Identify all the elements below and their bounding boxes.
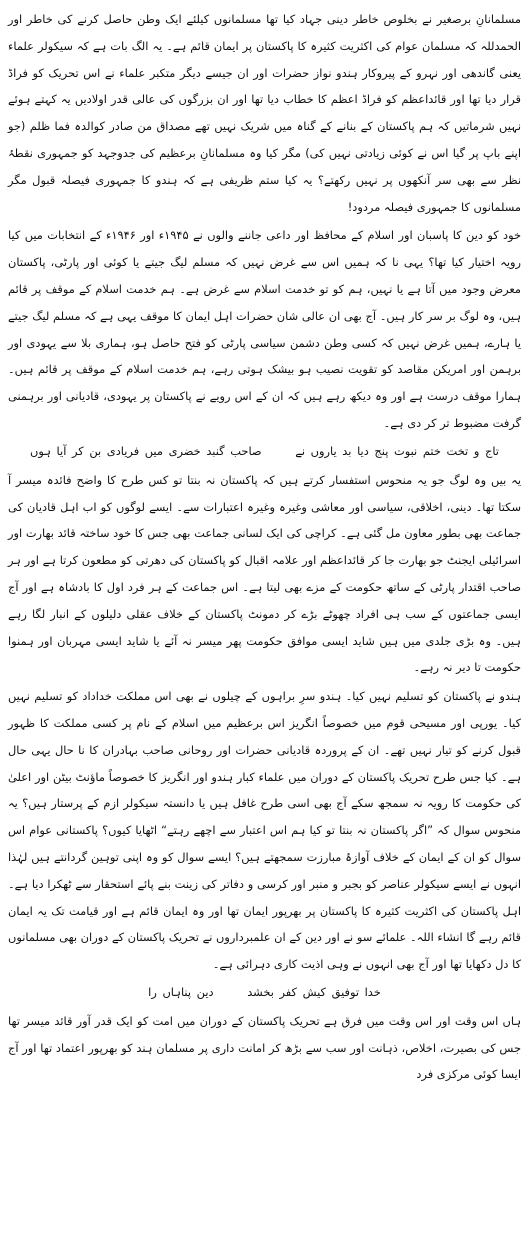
paragraph-4: ہندو نے پاکستان کو تسلیم نہیں کیا۔ ہندو سرِ براہوں کے چیلوں نے بھی اس مملکت خداداد کو تسلیم نہیں کیا۔ یورپی اور مسیحی قوم میں خصوصاً انگریز اس برعظیم میں اسلام کے نام پر کسی مملکت کا ظہور قبول کرنے کو تیار نہیں تھے۔ ان کے پروردہ قادیانی حضرات اور روحانی صاحب بہادران کا نا حال یہی حال ہے۔ کیا جس طرح تحریک پاکستان کے دوران میں علماء کبار ہندو اور انگریز کا خصوصاً ماؤنٹ بیٹن اور اعلیٰ کی حکومت کا رویہ نہ سمجھ سکے آج بھی اسی طرح غافل ہیں یا دانستہ سیکولر ازم کے پرستار ہیں؟ یہ منحوس سوال کہ ”اگر پاکستان نہ بنتا تو کیا ہم اس اعتبار سے اچھے رہتے“ اٹھایا کیوں؟ پاکستانی عوام اس سوال کو ان کے ایمان کے خلاف آوازۂ مبارزت سمجھتے ہیں؟ ایسے سوال کو وہ اپنی توہین گردانتے ہیں لہٰذا انہوں نے ایسے سیکولر عناصر کو بجبر و منبر اور کرسی و دفاتر کی زینت بنے پائے استحقار سے ٹھکرا دیا ہے۔ اہل پاکستان کی اکثریت کثیرہ کا پاکستان پر بھرپور ایمان تھا اور وہ ایمان قائم ہے اور قیامت تک یہ ایمان قائم رہے گا انشاء اللہ۔ علمائے سو نے اور دین کے ان علمبرداروں نے تحریک پاکستان کے دوران بھی مسلمانوں کا دل دکھایا تھا اور آج بھی انہوں نے وہی اذیت کاری دہرائی ہے۔ <box>8 689 521 972</box>
verse-1-right-hemistich: تاج و تخت ختم نبوت پنج دیا بد یاروں نے <box>295 443 499 458</box>
paragraph-3: یہ بیں وہ لوگ جو یہ منحوس استفسار کرتے ہیں کہ پاکستان نہ بنتا تو کس طرح کا واضح فائدہ میسر آ سکتا تھا۔ دینی، اخلاقی، سیاسی اور معاشی وغیرہ وغیرہ اعتبارات سے۔ ایسے لوگوں کو اب اہل قادیان کی جماعت بھی بطور معاون مل گئی ہے۔ کراچی کی ایک لسانی جماعت بھی جس کا خود ساختہ قائد بھارت اور اسرائیلی ایجنٹ جو بھارت جا کر قائداعظم اور علامہ اقبال کو پاکستان کی دھرتی کو مطعون کرتا ہے اور ہر صاحب اقتدار پارٹی کے ساتھ حکومت کے مزے بھی لیتا ہے۔ اس جماعت کے ہر فرد اول کا بادشاہ ہے اور آج ایسی جماعتوں کے سب ہی افراد چھوٹے بڑے کر دمونٹ پاکستان کے خلاف عقلی دلیلوں کے انبار لگا رہے ہیں۔ وہ بڑی جلدی میں ہیں شاید ایسی موافق حکومت پھر میسر نہ آئے یا شاید ایسی مہربان اور ہمنوا حکومت تا دیر نہ رہے۔ <box>8 472 521 675</box>
verse-couplet-2 <box>8 980 521 1004</box>
paragraph-1: مسلمانانِ برصغیر نے بخلوص خاطر دینی جہاد کیا تھا مسلمانوں کیلئے ایک وطن حاصل کرنے کی خاطر اور الحمدللہ کہ مسلمان عوام کی اکثریت کثیرہ کا پاکستان پر ایمان قائم ہے۔ یہ الگ بات ہے کہ سیکولر علماء یعنی گاندھی اور نہرو کے پیروکار ہندو نواز حضرات اور ان جیسے دیگر متکبر علماء نے اس تحریک کو فراڈ قرار دیا تھا اور قائداعظم کو فراڈ اعظم کا خطاب دیا تھا اور ان بزرگوں کی عالی قدر اولادیں یہ کہتے ہوئے نہیں شرماتیں کہ ہم پاکستان کے بنانے کے گناہ میں شریک نہیں تھے مصداق من صادر کوالدہ فما ظلم (جو اپنے باپ پر گیا اس نے کوئی زیادتی نہیں کی) مگر کیا وہ مسلمانانِ برعظیم کی جدوجہد کو جمہوری نقطۂ نظر سے بھی سر آنکھوں پر نہیں رکھتے؟ یہ کیا ستم ظریفی ہے کہ ہندو کا جمہوری فیصلہ قبول مگر مسلمانوں کا جمہوری فیصلہ مردود! <box>8 12 521 214</box>
paragraph-2: خود کو دین کا پاسبان اور اسلام کے محافظ اور داعی جاننے والوں نے ۱۹۴۵ء اور ۱۹۴۶ء کے انتخابات میں کیا رویہ اختیار کیا تھا؟ یہی نا کہ ہمیں اس سے غرض نہیں کہ مسلم لیگ جیتے یا کوئی اور پارٹی، پاکستان معرض وجود میں آتا ہے یا نہیں، ہم کو تو خدمت اسلام سے غرض ہے۔ ہم خدمت اسلام کے موقف پر قائم ہیں، وہ لوگ بر سر کار ہیں۔ آج بھی ان عالی شان حضرات اہل ایمان کا موقف یہی ہے کہ مسلم لیگ جیتے یا ہارے، ہمیں غرض نہیں کہ کسی وطن دشمن سیاسی پارٹی کو فتح حاصل ہو، ہماری بلا سے یہودی اور برہمن اور امریکن مقاصد کو تقویت نصیب ہو بیشک ہوتی رہے، ہم خدمت اسلام کے موقف پر قائم ہیں۔ ہمارا موقف درست ہے اور وہ دیکھ رہے ہیں کہ ان کے اس رویے نے پاکستان پر یہودی، قادیانی اور برہمنی گرفت مضبوط تر کر دی ہے۔ <box>8 228 521 430</box>
paragraph-5: ہاں اس وقت اور اس وقت میں فرق ہے تحریک پاکستان کے دوران میں امت کو ایک قدر آور قائد میسر تھا جس کی بصیرت، اخلاص، ذہانت اور سب سے بڑھ کر امانت داری پر مسلمان ہند کو بھرپور اعتماد تھا اور آج ایسا کوئی مرکزی فرد <box>8 1013 521 1082</box>
verse-2-right-hemistich: خدا توفیق کیش کفر بخشد <box>247 984 381 999</box>
verse-2-left-hemistich: دین پناہاں را <box>148 984 214 999</box>
verse-1-left-hemistich: صاحب گنبد خضری میں فریادی بن کر آیا ہوں <box>30 443 262 458</box>
verse-couplet-1 <box>8 439 521 463</box>
